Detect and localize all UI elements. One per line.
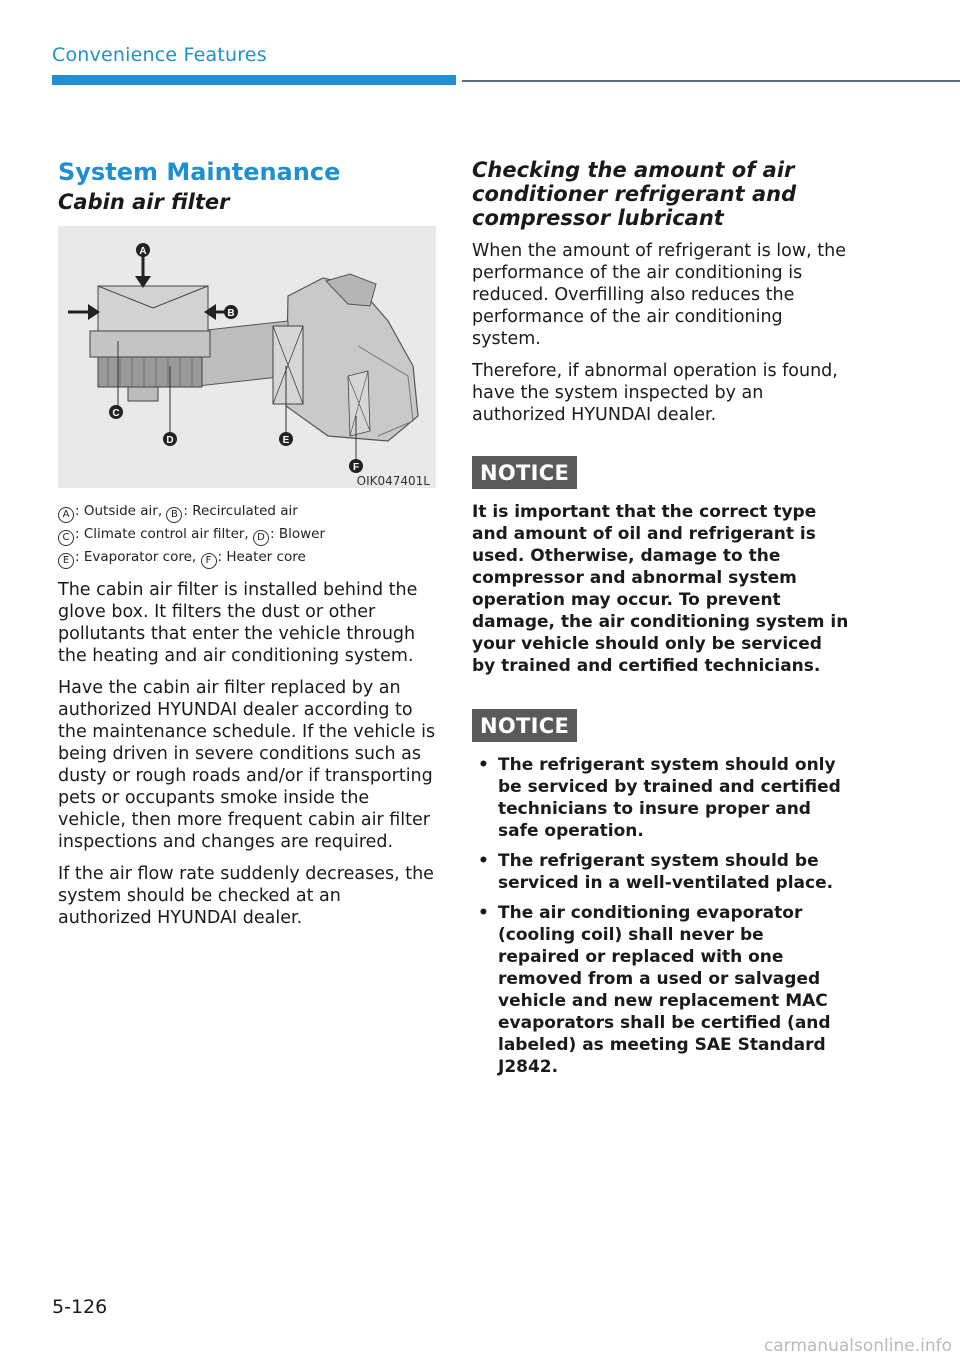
legend-marker-c: C <box>58 530 74 546</box>
page-number: 5-126 <box>52 1296 108 1318</box>
refrigerant-heading: Checking the amount of air conditioner refrigerant and compressor lubricant <box>472 158 797 230</box>
notice-label: NOTICE <box>472 709 577 742</box>
legend-text-d: : Blower <box>270 526 326 542</box>
legend-line-2 <box>58 523 436 546</box>
body-paragraph: Have the cabin air filter replaced by an authorized HYUNDAI dealer according to the maintenance schedule. If the vehicle is being driven in severe conditions such as dusty or rough roads and/or if transporting pets or occupants smoke inside the vehicle, then more frequent cabin air filter inspections and changes are required. <box>58 678 436 852</box>
notice-block-2 <box>472 709 850 1078</box>
chapter-title: Convenience Features <box>52 44 267 66</box>
svg-text:A: A <box>139 246 147 257</box>
callout-b <box>224 305 238 319</box>
cabin-air-filter-heading: Cabin air filter <box>58 190 230 214</box>
legend-text-c: : Climate control air filter, <box>75 526 254 542</box>
legend-marker-b: B <box>166 507 182 523</box>
header-rule-accent <box>52 75 456 85</box>
legend-text-b: : Recirculated air <box>183 503 298 519</box>
notice-label: NOTICE <box>472 456 577 489</box>
header-rule <box>462 80 960 82</box>
legend-text-f: : Heater core <box>217 549 306 565</box>
legend-line-3 <box>58 546 436 569</box>
body-paragraph: When the amount of refrigerant is low, the performance of the air conditioning is reduced. Overfilling also reduces the performance of the air conditioning system. <box>472 241 846 349</box>
legend-text-e: : Evaporator core, <box>75 549 201 565</box>
list-item: • The air conditioning evaporator (cooling coil) shall never be repaired or replaced with one removed from a used or salvaged vehicle and new replacement MAC evaporators shall be certified (and labeled) as meeting SAE Standard J2842. <box>472 902 850 1078</box>
notice-list <box>472 754 850 1078</box>
legend-marker-e: E <box>58 553 74 569</box>
section-title: System Maintenance <box>58 158 341 186</box>
figure-code: OIK047401L <box>356 474 430 488</box>
list-item: • The refrigerant system should only be serviced by trained and certified technicians to insure proper and safe operation. <box>472 754 850 842</box>
legend-marker-a: A <box>58 507 74 523</box>
notice-block-1 <box>472 456 850 677</box>
legend-line-1 <box>58 500 436 523</box>
legend-marker-f: F <box>201 553 217 569</box>
list-item: • The refrigerant system should be serviced in a well-ventilated place. <box>472 850 850 894</box>
legend-text-a: : Outside air, <box>75 503 167 519</box>
svg-text:F: F <box>352 462 360 473</box>
callout-e <box>279 432 293 446</box>
watermark: carmanualsonline.info <box>763 1336 952 1356</box>
callout-a <box>136 243 150 257</box>
left-column <box>58 158 436 929</box>
body-paragraph: The cabin air filter is installed behind the glove box. It filters the dust or other pollutants that enter the vehicle through the heating and air conditioning system. <box>58 580 418 666</box>
body-paragraph: Therefore, if abnormal operation is found, have the system inspected by an authorized HYUNDAI dealer. <box>472 361 838 425</box>
notice-text: It is important that the correct type and amount of oil and refrigerant is used. Otherwise, damage to the compressor and abnormal system operation may occur. To prevent damage, the air conditioning system in your vehicle should only be serviced by trained and certified technicians. <box>472 502 849 676</box>
right-column <box>472 158 850 1086</box>
body-paragraph: If the air flow rate suddenly decreases, the system should be checked at an authorized HYUNDAI dealer. <box>58 864 434 928</box>
svg-text:E: E <box>282 435 290 446</box>
figure-legend <box>58 500 436 569</box>
svg-text:C: C <box>112 408 120 419</box>
callout-d <box>163 432 177 446</box>
legend-marker-d: D <box>253 530 269 546</box>
svg-text:D: D <box>166 435 174 446</box>
callout-c <box>109 405 123 419</box>
svg-text:B: B <box>227 308 235 319</box>
callout-f <box>349 459 363 473</box>
cabin-air-filter-figure <box>58 226 436 488</box>
hvac-diagram-illustration <box>58 226 436 488</box>
